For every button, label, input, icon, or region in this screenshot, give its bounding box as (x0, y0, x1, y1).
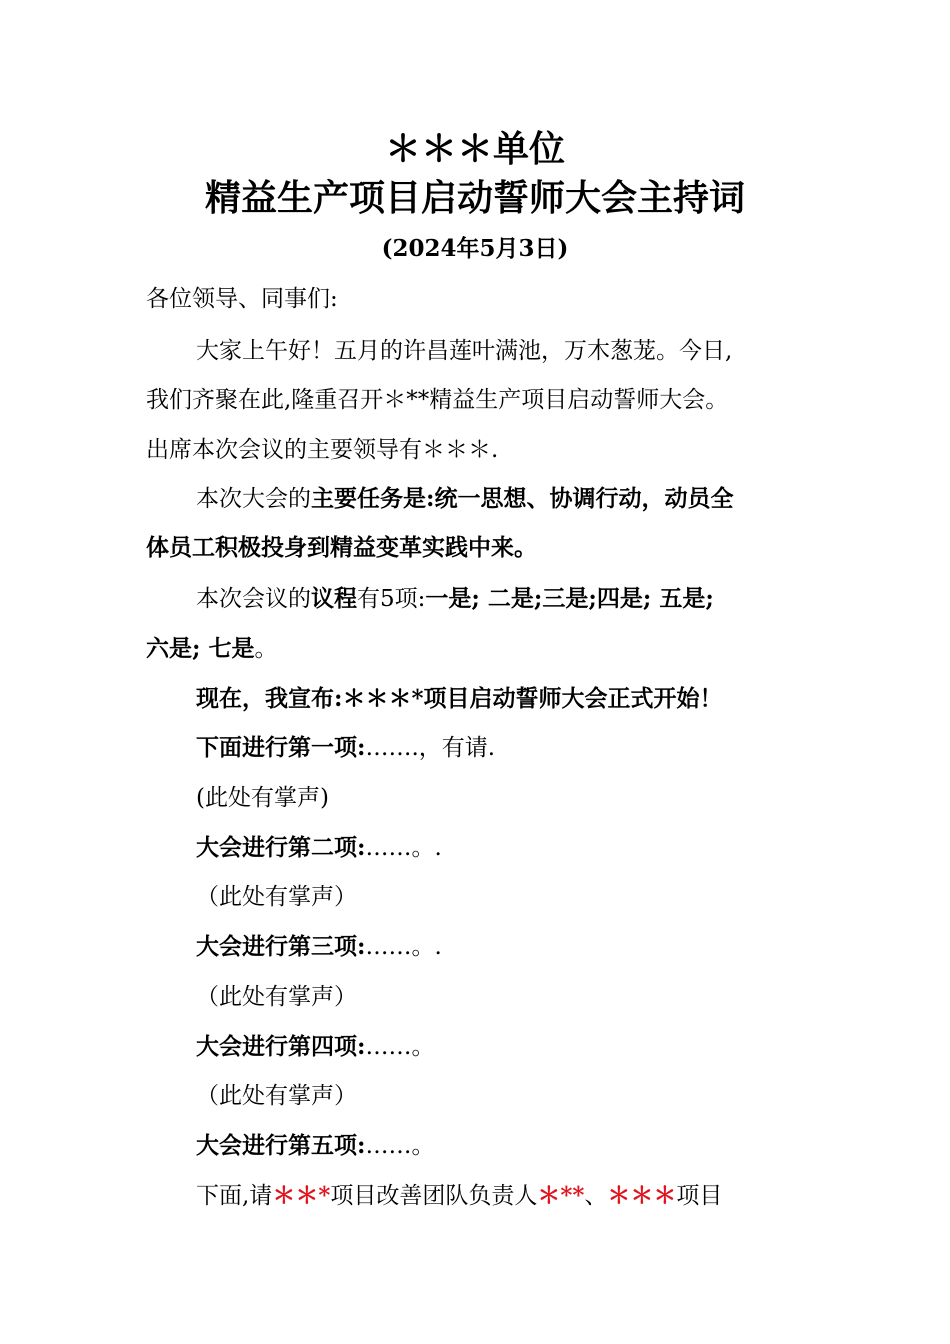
paragraph-1-line-1: 大家上午好！五月的许昌莲叶满池，万木葱茏。今日, (196, 338, 733, 364)
document-date: (2024年5月3日) (381, 235, 569, 262)
item-label: 大会进行第五项: (196, 1132, 366, 1159)
agenda-items-cont: 六是; 七是 (146, 635, 255, 662)
item-label: 大会进行第四项: (196, 1033, 366, 1060)
announcement (196, 682, 723, 716)
text: 项目改善团队负责人 (330, 1183, 538, 1209)
organization-title: ＊＊＊单位 (384, 129, 565, 170)
announcement-text: 现在，我宣布:＊＊＊*项目启动誓师大会正式开始！ (196, 685, 723, 712)
agenda-item-1 (196, 731, 495, 765)
item-text: ……。 (365, 1034, 435, 1060)
item-text: ……。. (365, 835, 442, 861)
text: 、 (584, 1183, 608, 1209)
text: 。 (254, 636, 278, 662)
text: 下面,请 (196, 1183, 273, 1209)
greeting: 各位领导、同事们: (146, 286, 338, 312)
agenda-label: 议程 (311, 585, 357, 612)
main-task: 主要任务是:统一思想、协调行动，动员全 (311, 485, 734, 512)
paragraph-2-line-2 (146, 531, 537, 565)
applause-note-1: (此处有掌声) (196, 785, 329, 811)
item-label: 大会进行第二项: (196, 834, 366, 861)
paragraph-1-line-3: 出席本次会议的主要领导有＊＊＊. (146, 437, 499, 463)
applause-note-2: （此处有掌声） (196, 884, 357, 910)
item-label: 下面进行第一项: (196, 734, 366, 761)
item-text: …….，有请. (365, 735, 496, 761)
placeholder-highlight: ＊＊* (272, 1182, 331, 1209)
paragraph-3-line-1 (196, 582, 714, 616)
paragraph-2-line-1 (196, 482, 734, 516)
applause-note-4: （此处有掌声） (196, 1083, 357, 1109)
text: 有5项: (357, 586, 426, 612)
paragraph-3-line-2 (146, 632, 278, 666)
agenda-item-2 (196, 831, 442, 865)
placeholder-highlight: ＊＊＊ (607, 1182, 677, 1209)
item-text: ……。. (365, 934, 442, 960)
document-title: 精益生产项目启动誓师大会主持词 (204, 178, 745, 219)
agenda-item-3 (196, 930, 442, 964)
applause-note-3: （此处有掌声） (196, 984, 357, 1010)
text: 本次会议的 (196, 586, 311, 612)
item-text: ……。 (365, 1133, 435, 1159)
agenda-items: 一是; 二是;三是;四是; 五是; (425, 585, 714, 612)
text: 本次大会的 (196, 486, 311, 512)
placeholder-highlight: ＊** (537, 1182, 585, 1209)
main-task-cont: 体员工积极投身到精益变革实践中来。 (146, 534, 537, 561)
agenda-item-5 (196, 1129, 435, 1163)
text: 项目 (676, 1183, 723, 1209)
item-label: 大会进行第三项: (196, 933, 366, 960)
paragraph-1-line-2: 我们齐聚在此,隆重召开＊**精益生产项目启动誓师大会。 (146, 387, 729, 413)
final-line (196, 1179, 722, 1213)
agenda-item-4 (196, 1030, 435, 1064)
